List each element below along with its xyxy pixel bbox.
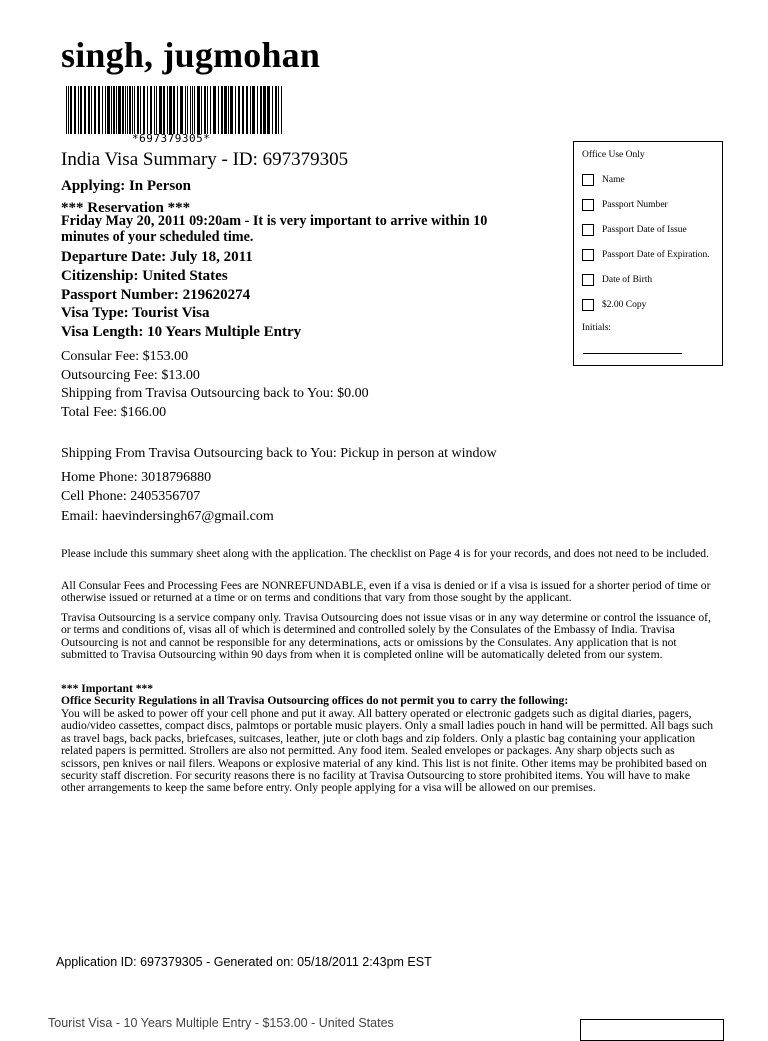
office-check-passport-expiration[interactable] <box>582 248 710 262</box>
office-check-passport-issue-date[interactable] <box>582 223 687 237</box>
applying-method: Applying: In Person <box>61 178 192 194</box>
office-check-date-of-birth[interactable] <box>582 273 652 287</box>
cell-phone: Cell Phone: 2405356707 <box>61 489 201 504</box>
office-check-passport-number[interactable] <box>582 198 668 212</box>
security-text: You will be asked to power off your cell phone and put it away. All battery operated or electronic gadgets such as digital diaries, pagers, audio/video cassettes, compact discs, palmtops or portable music players. Only a small ladies pouch in hand will be permitted. All bags such as travel bags, back packs, briefcases, suitcases, leather, jute or cloth bags and zip folders. Only a plastic bag containing your application related papers is permitted. Strollers are also not permitted. Any food item. Sealed envelopes or packages. Any sharp objects such as scissors, pen knives or nail filers. Weapons or explosive material of any kind. This list is not finite. Other items may be prohibited based on security staff discretion. For security reasons there is no facility at Travisa Outsourcing to store prohibited items. You will have to make other arrangements to keep the same before entry. Only people applying for a visa will be allowed on our premises. <box>61 707 714 795</box>
checkbox-icon[interactable] <box>582 249 594 261</box>
important-heading: *** Important *** <box>61 682 154 695</box>
office-check-label: Name <box>602 175 625 185</box>
checkbox-icon[interactable] <box>582 224 594 236</box>
visa-type: Visa Type: Tourist Visa <box>61 305 210 321</box>
visa-length: Visa Length: 10 Years Multiple Entry <box>61 324 302 340</box>
outsourcing-fee: Outsourcing Fee: $13.00 <box>61 368 200 383</box>
nonrefundable-notice: All Consular Fees and Processing Fees are NONREFUNDABLE, even if a visa is denied or if a visa is issued for a shorter period of time or otherwise issued or returned at a time or on terms and conditions that vary from those sought by the applicant. <box>61 579 711 605</box>
security-heading: Office Security Regulations in all Travisa Outsourcing offices do not permit you to carry the following: <box>61 694 569 707</box>
applicant-name: singh, jugmohan <box>61 35 321 75</box>
summary-title: India Visa Summary - ID: 697379305 <box>61 149 349 170</box>
checkbox-icon[interactable] <box>582 299 594 311</box>
next-page-fragment: Tourist Visa - 10 Years Multiple Entry - $153.00 - United States <box>48 1016 394 1030</box>
email: Email: haevindersingh67@gmail.com <box>61 509 274 524</box>
office-use-box <box>573 141 723 366</box>
office-use-title: Office Use Only <box>582 150 645 160</box>
passport-number: Passport Number: 219620274 <box>61 287 251 303</box>
citizenship: Citizenship: United States <box>61 268 228 284</box>
office-check-label: Passport Date of Expiration. <box>602 250 710 260</box>
home-phone: Home Phone: 3018796880 <box>61 470 212 485</box>
next-page-box <box>580 1019 724 1041</box>
reservation-note: minutes of your scheduled time. <box>61 229 254 245</box>
office-check-label: Passport Number <box>602 200 668 210</box>
office-check-label: Date of Birth <box>602 275 653 285</box>
shipping-method: Shipping From Travisa Outsourcing back to You: Pickup in person at window <box>61 446 497 461</box>
office-check-label: Passport Date of Issue <box>602 225 687 235</box>
barcode-image <box>66 86 286 134</box>
office-check-copy-fee[interactable] <box>582 298 646 312</box>
reservation-datetime: Friday May 20, 2011 09:20am - It is very important to arrive within 10 <box>61 213 488 229</box>
barcode-number: *697379305* <box>132 132 211 145</box>
consular-fee: Consular Fee: $153.00 <box>61 349 189 364</box>
departure-date: Departure Date: July 18, 2011 <box>61 249 253 265</box>
total-fee: Total Fee: $166.00 <box>61 405 167 420</box>
checkbox-icon[interactable] <box>582 199 594 211</box>
reservation-heading: *** Reservation *** <box>61 200 191 216</box>
footer-application-id: Application ID: 697379305 - Generated on: 05/18/2011 2:43pm EST <box>56 955 432 969</box>
service-company-notice: Travisa Outsourcing is a service company only. Travisa Outsourcing does not issue visas or in any way determine or control the issuance of, or terms and conditions of, visas all of which is determined and controlled solely by the Consulates of the Embassy of India. Travisa Outsourcing is not and cannot be responsible for any determinations, acts or omissions by the Consulates. Any application that is not submitted to Travisa Outsourcing within 90 days from when it is completed online will be automatically deleted from our system. <box>61 611 711 662</box>
initials-label: Initials: <box>582 323 612 333</box>
initials-line[interactable] <box>583 353 682 354</box>
shipping-fee: Shipping from Travisa Outsourcing back to You: $0.00 <box>61 386 369 401</box>
office-check-name[interactable] <box>582 173 625 187</box>
checkbox-icon[interactable] <box>582 174 594 186</box>
include-summary-notice: Please include this summary sheet along with the application. The checklist on Page 4 is for your records, and does not need to be included. <box>61 547 709 560</box>
checkbox-icon[interactable] <box>582 274 594 286</box>
office-check-label: $2.00 Copy <box>602 300 647 310</box>
